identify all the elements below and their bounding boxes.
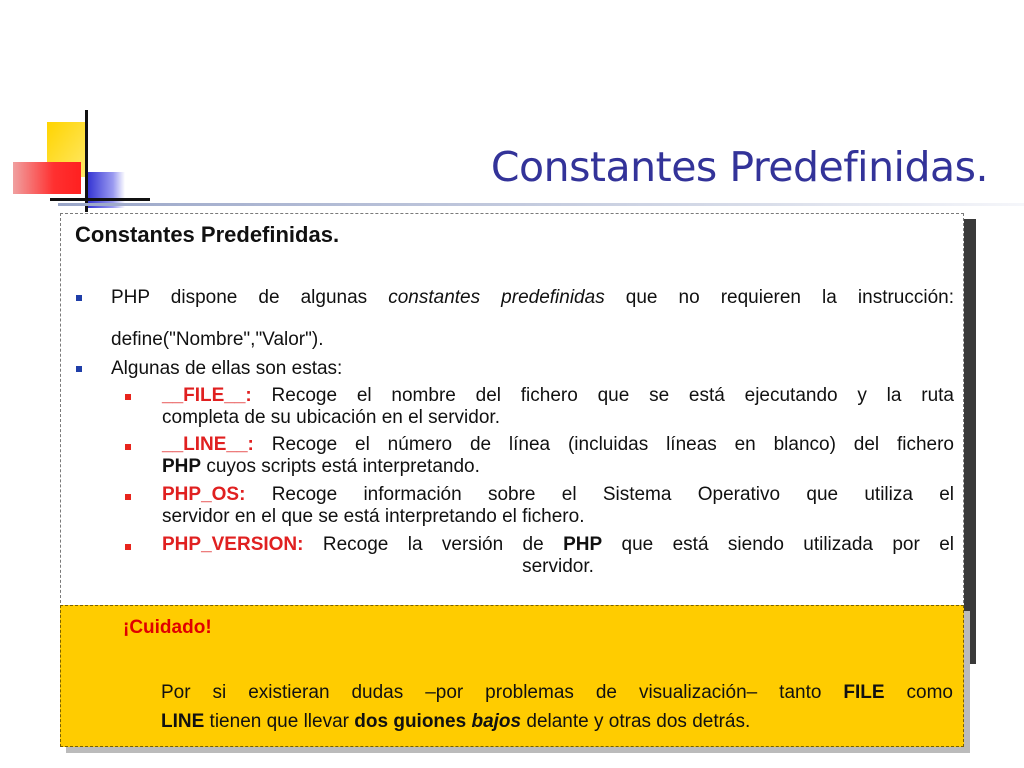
note-text xyxy=(161,678,953,736)
sub-bullet-icon xyxy=(125,544,131,550)
logo-horizontal-bar xyxy=(50,198,150,201)
item-os-line-1: PHP_OS: Recoge información sobre el Sistema Operativo que utiliza el xyxy=(162,484,954,505)
decorative-logo xyxy=(0,100,150,220)
paragraph-1-line-1: PHP dispone de algunas constantes predefinidas que no requieren la instrucción: xyxy=(111,287,955,308)
sub-bullet-icon xyxy=(125,494,131,500)
title-underline xyxy=(58,203,1024,206)
box-heading: Constantes Predefinidas. xyxy=(75,222,340,247)
note-title: ¡Cuidado! xyxy=(123,617,212,638)
bullet-icon xyxy=(76,295,82,301)
sub-bullet-icon xyxy=(125,394,131,400)
bullet-icon xyxy=(76,366,82,372)
paragraph-2: Algunas de ellas son estas: xyxy=(111,358,343,379)
note-text-line-1: Por si existieran dudas –por problemas de visualización– tanto FILE como xyxy=(161,682,953,703)
item-os-line-2: servidor en el que se está interpretando el fichero. xyxy=(162,506,585,527)
item-file-line-2: completa de su ubicación en el servidor. xyxy=(162,407,500,428)
warning-note xyxy=(60,605,964,747)
item-line-line-1: __LINE__: Recoge el número de línea (incluidas líneas en blanco) del fichero xyxy=(162,434,954,455)
item-version-line-2: servidor. xyxy=(522,556,594,577)
item-file-line-1: __FILE__: Recoge el nombre del fichero que se está ejecutando y la ruta xyxy=(162,385,954,406)
item-line-line-2: PHP cuyos scripts está interpretando. xyxy=(162,456,480,477)
note-text-line-2: LINE tienen que llevar dos guiones bajos delante y otras dos detrás. xyxy=(161,711,751,732)
logo-vertical-bar xyxy=(85,110,88,212)
content-box xyxy=(60,213,964,608)
slide-title: Constantes Predefinidas. xyxy=(490,143,988,191)
sub-bullet-icon xyxy=(125,444,131,450)
item-version-line-1: PHP_VERSION: Recoge la versión de PHP que está siendo utilizada por el xyxy=(162,534,954,555)
logo-red-square xyxy=(13,162,81,194)
paragraph-1-line-2: define("Nombre","Valor"). xyxy=(111,329,324,350)
